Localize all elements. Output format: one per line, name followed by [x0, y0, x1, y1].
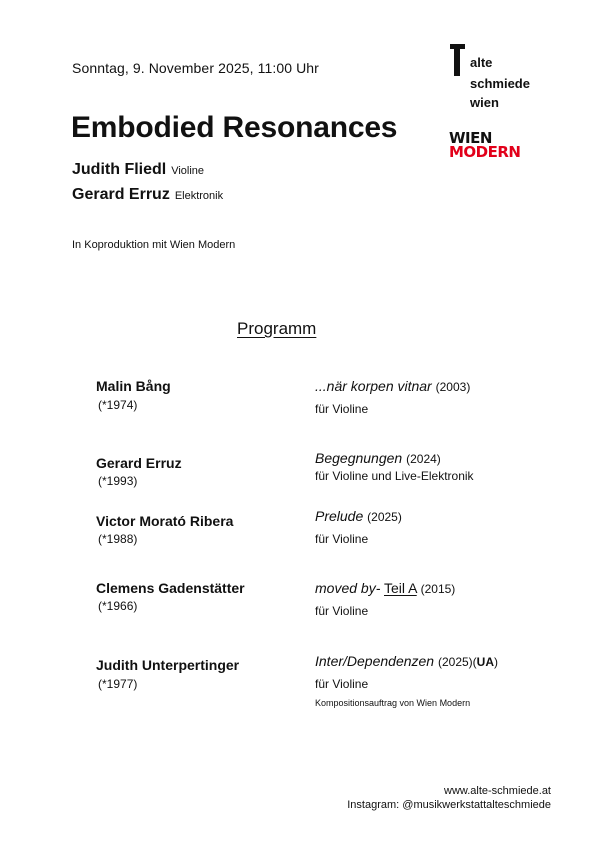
instrumentation: für Violine	[315, 677, 369, 691]
composer-birth-year: (*1977)	[98, 677, 138, 691]
composer-name: Victor Morató Ribera	[96, 513, 234, 529]
composer-birth-year: (*1974)	[98, 398, 138, 412]
wien-modern-logo-bottom: MODERN	[449, 143, 521, 161]
footer-instagram[interactable]: Instagram: @musikwerkstattalteschmiede	[347, 799, 551, 811]
work-title	[315, 450, 441, 466]
work-name: Prelude	[315, 508, 364, 524]
wien-modern-logo	[449, 131, 520, 159]
work-name: moved by-	[315, 580, 381, 596]
work-year: (2003)	[435, 380, 471, 394]
logo-line: wien	[470, 95, 499, 110]
work-title	[315, 378, 470, 394]
composer-name: Gerard Erruz	[96, 455, 182, 471]
coproduction-note: In Koproduktion mit Wien Modern	[72, 239, 236, 251]
work-title	[315, 508, 402, 524]
performer	[72, 161, 204, 179]
instrumentation: für Violine	[315, 402, 369, 416]
work-title: Inter/Dependenzen (2025)(UA)	[315, 653, 499, 669]
performer-name: Judith Fliedl	[72, 161, 167, 178]
program-heading: Programm	[237, 319, 317, 338]
work-year: (2025)	[437, 655, 473, 669]
work-title	[315, 580, 455, 596]
composer-birth-year: (*1993)	[98, 474, 138, 488]
work-name: Inter/Dependenzen	[315, 653, 435, 669]
logo-line: schmiede	[470, 76, 530, 91]
logo-line: alte	[470, 55, 493, 70]
composer-name: Judith Unterpertinger	[96, 657, 240, 673]
event-date: Sonntag, 9. November 2025, 11:00 Uhr	[72, 60, 319, 76]
composer-birth-year: (*1988)	[98, 532, 138, 546]
composer-birth-year: (*1966)	[98, 599, 138, 613]
footer-website[interactable]: www.alte-schmiede.at	[444, 785, 551, 797]
composer-name: Malin Bång	[96, 378, 171, 394]
performer-role: Elektronik	[174, 190, 224, 202]
instrumentation: für Violine und Live-Elektronik	[315, 469, 474, 483]
work-year: (2024)	[406, 452, 441, 466]
work-year: (2015)	[420, 582, 456, 596]
hammer-icon	[450, 44, 466, 76]
instrumentation: für Violine	[315, 604, 369, 618]
wien-modern-logo-top: WIEN	[449, 129, 492, 147]
composer-name: Clemens Gadenstätter	[96, 580, 245, 596]
performer-role: Violine	[171, 165, 205, 177]
performer-name: Gerard Erruz	[72, 186, 170, 203]
premiere-badge: UA	[476, 655, 495, 669]
performer	[72, 186, 223, 204]
work-year: (2025)	[367, 510, 402, 524]
work-name: ...när korpen vitnar	[315, 378, 432, 394]
event-title: Embodied Resonances	[71, 111, 398, 144]
commission-note: Kompositionsauftrag von Wien Modern	[315, 698, 471, 708]
work-part: Teil A	[384, 580, 417, 596]
instrumentation: für Violine	[315, 532, 369, 546]
work-name: Begegnungen	[315, 450, 403, 466]
